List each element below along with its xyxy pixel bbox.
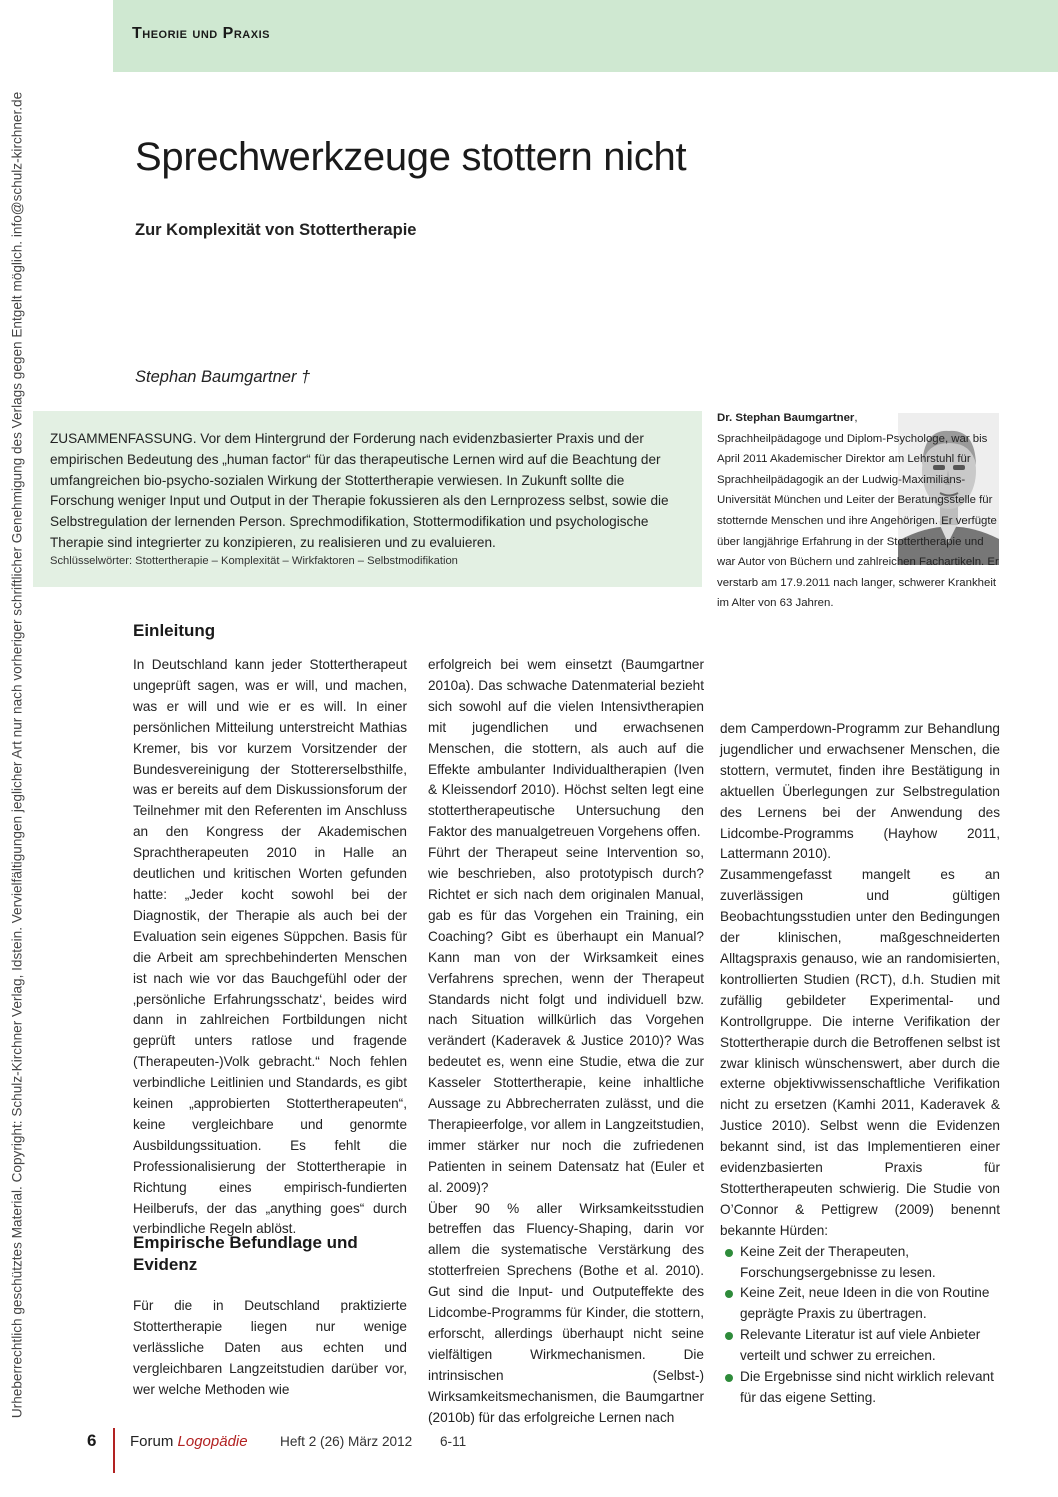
col2-paragraph-2: Führt der Therapeut seine Intervention so, wie beschrieben, also prototypisch durch? Richtet er sich nach dem originalen Manual, gab es für das Vorgehen ein Training, ein Coaching? Gibt es überhaupt ein Manual? Kann man von der Wirksamkeit eines Verfahrens sprechen, wenn der Therapeut Standards nicht folgt und individuell bzw. nach Situation willkürlich das Vorgehen verändert (Kaderavek & Justice 2010)? Was bedeutet es, wenn eine Studie, etwa die zur Kasseler Stottertherapie, keine inhaltliche Aussage zu Abbrecherraten zulässt, und die Therapieerfolge, vor allem in Langzeitstudien, immer stärker nur noch die zufriedenen Patienten in seinem Datensatz hat (Euler et al. 2009)? xyxy=(428,845,704,1195)
col2-paragraph-3: Über 90 % aller Wirksamkeitsstudien betreffen das Fluency-Shaping, darin vor allem die systematische Verstärkung des stotterfreien Sprechens (Bothe et al. 2010). Gut sind die Input- und Outputeffekte des Lidcombe-Programms für Kinder, die stottern, erforscht, allerdings überhaupt nicht seine vielfältigen Wirkmechanismen. Die intrinsischen (Selbst-) Wirksamkeitsmechanismen, die Baumgartner (2010b) für das erfolgreiche Lernen nach xyxy=(428,1200,704,1425)
col3-paragraph-1: dem Camperdown-Programm zur Behandlung jugendlicher und erwachsener Menschen, die stottern, vermutet, finden ihre Bestätigung in aktuellen Überlegungen zur Selbstregulation des Lernens bei der Anwendung des Lidcombe-Programms (Hayhow 2011, Lattermann 2010). xyxy=(720,721,1000,862)
page-range: 6-11 xyxy=(440,1434,467,1449)
author-bio xyxy=(717,408,1002,614)
bio-comma: , xyxy=(854,412,858,424)
article-author: Stephan Baumgartner † xyxy=(135,368,311,386)
page-number: 6 xyxy=(87,1431,97,1450)
column-1 xyxy=(133,655,407,1240)
copyright-sidebar xyxy=(2,60,32,1450)
list-item: Keine Zeit der Therapeuten, Forschungsergebnisse zu lesen. xyxy=(720,1242,1000,1284)
article-title: Sprechwerkzeuge stottern nicht xyxy=(135,135,687,179)
article-subtitle: Zur Komplexität von Stottertherapie xyxy=(135,221,417,239)
copyright-text: Urheberrechtlich geschütztes Material. Copyright: Schulz-Kirchner Verlag, Idstein. Vervielfältigungen jeglicher Art nur nach vorheriger schriftlicher Genehmigung des Verlags gegen Entgelt möglich. info@schulz-kirchner.de xyxy=(9,91,25,1419)
abstract-text: ZUSAMMENFASSUNG. Vor dem Hintergrund der Forderung nach evidenzbasierter Praxis und der empirischen Bedeutung des „human factor“ für das therapeutische Lernen wird auf die Beachtung der umfangreichen bio-psycho-sozialen Wirkung der Stottertherapie verwiesen. In Zukunft sollte die Forschung weniger Input und Output in der Therapie fokussieren als den Lernprozess selbst, sowie die Selbstregulation der lernenden Person. Sprechmodifikation, Stottermodifikation und psychologische Therapie sind integrierter zu konzipieren, zu realisieren und zu evaluieren. xyxy=(50,431,669,550)
list-item: Relevante Literatur ist auf viele Anbieter verteilt und schwer zu erreichen. xyxy=(720,1325,1000,1367)
heading-einleitung: Einleitung xyxy=(133,621,216,640)
footer-divider xyxy=(113,1428,115,1473)
column-1-continued xyxy=(133,1296,407,1401)
bio-name: Dr. Stephan Baumgartner xyxy=(717,412,855,424)
heading-empirische-befundlage: Empirische Befundlage und Evidenz xyxy=(133,1233,358,1274)
list-item: Die Ergebnisse sind nicht wirklich relevant für das eigene Setting. xyxy=(720,1367,1000,1409)
section-label: Theorie und Praxis xyxy=(132,25,270,42)
column-2 xyxy=(428,655,704,1429)
einleitung-paragraph: In Deutschland kann jeder Stottertherapeut ungeprüft sagen, was er will, und machen, was er will und wie er es will. In einer persönlichen Mitteilung unterstreicht Mathias Kremer, bis vor kurzem Vorsitzender der Bundesvereinigung der Stottererselbsthilfe, was er bereits auf dem Diskussionsforum der Teilnehmer mit den Referenten im Anschluss an den Kongress der Akademischen Sprachtherapeuten 2010 in Halle an deutlichen und kritischen Worten gefunden hatte: „Jeder kocht sowohl bei der Diagnostik, der Therapie als auch bei der Evaluation sein eigenes Süppchen. Basis für die Arbeit am sprechbehinderten Menschen ist nach wie vor das Bauchgefühl oder der ‚persönliche Erfahrungsschatz‘, beides wird dann in zahlreichen Fortbildungen nicht geprüft unters ratlose und fragende (Therapeuten-)Volk gebracht.“ Noch fehlen verbindliche Leitlinien und Standards, es gibt keinen „approbierten Stottertherapeuten“, keine vergleichbare und genormte Ausbildungssituation. Es fehlt die Professionalisierung der Stottertherapie in Richtung eines empirisch-fundierten Heilberufs, der das „anything goes“ durch verbindliche Regeln ablöst. xyxy=(133,657,407,1237)
hurdles-list xyxy=(720,1242,1000,1409)
keywords: Schlüsselwörter: Stottertherapie – Komplexität – Wirkfaktoren – Selbstmodifikation xyxy=(50,555,458,567)
col3-paragraph-2: Zusammengefasst mangelt es an zuverlässigen und gültigen Beobachtungsstudien unter den Bedingungen der klinischen, maßgeschneiderten Alltagspraxis genauso, wie an randomisierten, kontrollierten Studien (RCT), d.h. Studien mit zufällig gebildeter Experimental- und Kontrollgruppe. Die interne Verifikation der Stottertherapie durch die Betroffenen selbst ist zwar klinisch wünschenswert, aber durch die externe objektivwissenschaftliche Verifikation nicht zu ersetzen (Kamhi 2011, Kaderavek & Justice 2010). Selbst wenn die Evidenzen bekannt sind, ist das Implementieren einer evidenzbasierten Praxis für Stottertherapeuten schwierig. Die Studie von O’Connor & Pettigrew (2009) benennt bekannte Hürden: xyxy=(720,867,1000,1238)
col2-paragraph-1: erfolgreich bei wem einsetzt (Baumgartner 2010a). Das schwache Datenmaterial bezieht sich sowohl auf die vielen Intensivtherapien mit jugendlichen und erwachsenen Menschen, die stottern, als auch auf die Effekte ambulanter Individualtherapien (Iven & Kleissendorf 2010). Höchst selten legt eine stottertherapeutische Untersuchung den Faktor des manualgetreuen Vorgehens offen. xyxy=(428,657,704,840)
column-3 xyxy=(720,719,1000,1409)
journal-forum: Forum xyxy=(130,1433,174,1450)
empirisch-paragraph: Für die in Deutschland praktizierte Stottertherapie liegen nur wenige verlässliche Daten aus echten und vergleichbaren Langzeitstudien darüber vor, wer welche Methoden wie xyxy=(133,1298,407,1397)
list-item: Keine Zeit, neue Ideen in die von Routine geprägte Praxis zu übertragen. xyxy=(720,1283,1000,1325)
journal-name xyxy=(130,1433,248,1450)
journal-logo-text: Logopädie xyxy=(177,1433,248,1450)
issue-info: Heft 2 (26) März 2012 xyxy=(280,1434,413,1449)
bio-text: Sprachheilpädagoge und Diplom-Psychologe, war bis April 2011 Akademischer Direktor am Lehrstuhl für Sprachheilpädagogik an der Ludwig-Maximilians-Universität München und Leiter der Beratungsstelle für stotternde Menschen und ihre Angehörigen. Er verfügte über langjährige Erfahrung in der Stottertherapie und war Autor von Büchern und zahlreichen Fachartikeln. Er verstarb am 17.9.2011 nach langer, schwerer Krankheit im Alter von 63 Jahren. xyxy=(717,432,999,610)
